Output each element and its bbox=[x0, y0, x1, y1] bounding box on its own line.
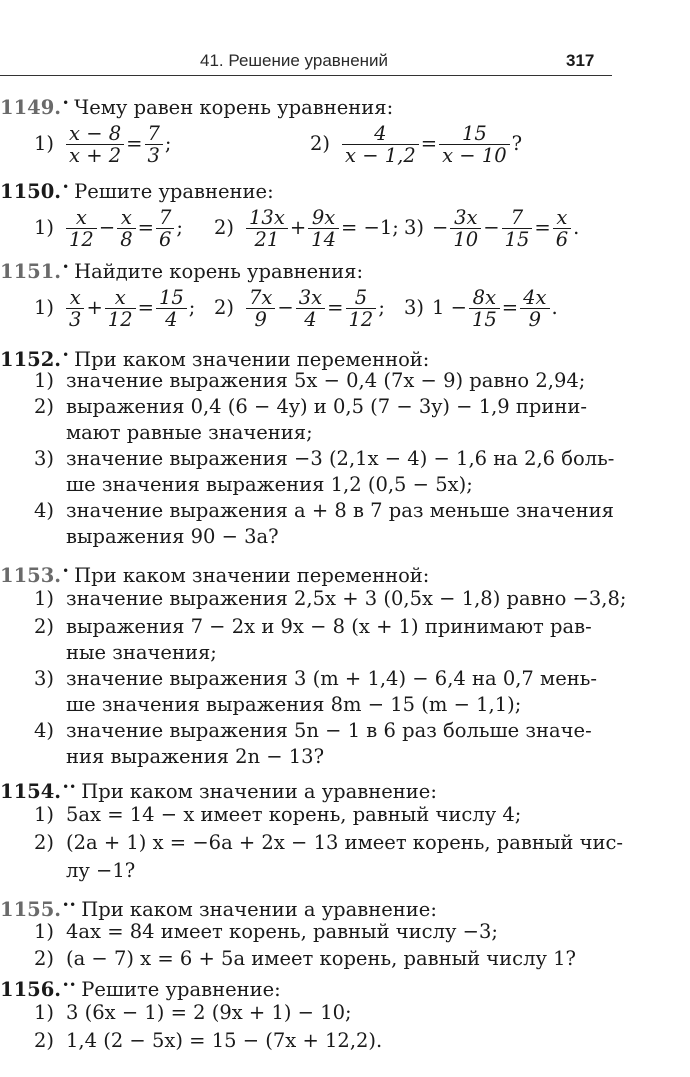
numerator: 3x bbox=[450, 207, 481, 229]
item-label: 2) bbox=[34, 1029, 55, 1052]
item-label: 2) bbox=[34, 615, 55, 638]
denominator: 3 bbox=[69, 307, 82, 331]
fraction bbox=[156, 207, 174, 250]
numerator: 7x bbox=[246, 287, 275, 309]
item-label: 2) bbox=[34, 395, 55, 418]
item-text-continued: ные значения; bbox=[66, 641, 217, 664]
item-text-continued: лу −1? bbox=[66, 859, 136, 882]
difficulty-marker: • bbox=[62, 180, 70, 194]
denominator: x − 10 bbox=[442, 143, 507, 167]
problem-number: 1153. bbox=[0, 564, 62, 587]
item-label: 1) bbox=[34, 1001, 55, 1024]
item-text: значение выражения 5x − 0,4 (7x − 9) равно 2,94; bbox=[66, 369, 586, 392]
numerator: x bbox=[105, 287, 136, 309]
item-text-continued: ния выражения 2n − 13? bbox=[66, 745, 325, 768]
item-text: значение выражения 5n − 1 в 6 раз больше значе- bbox=[66, 719, 592, 742]
problem-number: 1156. bbox=[0, 978, 62, 1001]
equation-item bbox=[404, 204, 579, 252]
operator: − bbox=[98, 216, 116, 239]
fraction bbox=[117, 207, 135, 250]
numerator: 7 bbox=[145, 123, 163, 145]
denominator: 12 bbox=[69, 227, 94, 251]
item-label: 2) bbox=[214, 216, 235, 239]
item-text: значение выражения a + 8 в 7 раз меньше значения bbox=[66, 499, 614, 522]
operator: + bbox=[289, 216, 307, 239]
fraction bbox=[342, 123, 419, 166]
punctuation: . bbox=[573, 216, 580, 239]
numerator: 4 bbox=[342, 123, 419, 145]
problem-number: 1155. bbox=[0, 898, 62, 921]
item-text: выражения 0,4 (6 − 4y) и 0,5 (7 − 3y) − 1,9 прини- bbox=[66, 395, 587, 418]
fraction bbox=[246, 207, 288, 250]
item-label: 3) bbox=[34, 667, 55, 690]
item-text: 1,4 (2 − 5x) = 15 − (7x + 12,2). bbox=[66, 1029, 383, 1052]
punctuation: ; bbox=[188, 296, 196, 319]
problem-number: 1154. bbox=[0, 780, 62, 803]
item-text: выражения 7 − 2x и 9x − 8 (x + 1) принимают рав- bbox=[66, 615, 592, 638]
numerator: 15 bbox=[156, 287, 187, 309]
item-label: 4) bbox=[34, 719, 55, 742]
page-number: 317 bbox=[566, 51, 595, 70]
numerator: x bbox=[66, 287, 84, 309]
numerator: x bbox=[66, 207, 97, 229]
operator: = bbox=[137, 296, 154, 319]
numerator: 9x bbox=[308, 207, 339, 229]
fraction bbox=[469, 287, 500, 330]
numerator: 5 bbox=[346, 287, 377, 309]
denominator: 14 bbox=[311, 227, 336, 251]
item-text-continued: ше значения выражения 1,2 (0,5 − 5x); bbox=[66, 473, 473, 496]
operator: 1 − bbox=[432, 296, 467, 319]
equation-item bbox=[310, 120, 522, 168]
item-label: 2) bbox=[34, 947, 55, 970]
problem-number: 1149. bbox=[0, 96, 62, 119]
fraction bbox=[439, 123, 510, 166]
fraction bbox=[145, 123, 163, 166]
equation-item bbox=[404, 284, 558, 332]
item-label: 3) bbox=[34, 447, 55, 470]
item-text: (2a + 1) x = −6a + 2x − 13 имеет корень, равный чис- bbox=[66, 831, 623, 854]
operator: = bbox=[420, 132, 438, 155]
item-text-continued: мают равные значения; bbox=[66, 421, 313, 444]
item-label: 2) bbox=[310, 132, 331, 155]
item-text: значение выражения 3 (m + 1,4) − 6,4 на 0,7 мень- bbox=[66, 667, 597, 690]
difficulty-marker: •• bbox=[62, 780, 77, 794]
header-divider bbox=[0, 75, 612, 76]
numerator: 15 bbox=[439, 123, 510, 145]
problem-prompt: Чему равен корень уравнения: bbox=[74, 96, 394, 119]
problem-prompt: Решите уравнение: bbox=[74, 180, 274, 203]
fraction bbox=[66, 207, 97, 250]
equation-item bbox=[34, 204, 183, 252]
item-text: значение выражения −3 (2,1x − 4) − 1,6 на 2,6 боль- bbox=[66, 447, 615, 470]
item-label: 1) bbox=[34, 216, 55, 239]
item-label: 1) bbox=[34, 369, 55, 392]
numerator: 13x bbox=[246, 207, 288, 229]
numerator: 4x bbox=[520, 287, 549, 309]
item-label: 4) bbox=[34, 499, 55, 522]
equation-item bbox=[34, 284, 195, 332]
item-label: 1) bbox=[34, 920, 55, 943]
item-text: 3 (6x − 1) = 2 (9x + 1) − 10; bbox=[66, 1001, 352, 1024]
operator: + bbox=[86, 296, 103, 319]
item-label: 1) bbox=[34, 132, 55, 155]
operator: − bbox=[432, 216, 449, 239]
denominator: 4 bbox=[304, 307, 317, 331]
numerator: x − 8 bbox=[66, 123, 124, 145]
numerator: 3x bbox=[296, 287, 325, 309]
item-text-continued: выражения 90 − 3a? bbox=[66, 525, 279, 548]
denominator: 8 bbox=[120, 227, 133, 251]
item-text: 5ax = 14 − x имеет корень, равный числу 4; bbox=[66, 803, 522, 826]
operator: − bbox=[483, 216, 500, 239]
denominator: 15 bbox=[471, 307, 497, 331]
numerator: 7 bbox=[502, 207, 533, 229]
difficulty-marker: • bbox=[62, 96, 70, 110]
denominator: 12 bbox=[107, 307, 133, 331]
equation-item bbox=[214, 284, 385, 332]
fraction bbox=[156, 287, 187, 330]
running-title: 41. Решение уравнений bbox=[200, 51, 389, 70]
denominator: 15 bbox=[504, 227, 530, 251]
difficulty-marker: •• bbox=[62, 898, 77, 912]
denominator: 6 bbox=[555, 227, 569, 251]
denominator: 3 bbox=[147, 143, 160, 167]
fraction bbox=[520, 287, 549, 330]
item-text-continued: ше значения выражения 8m − 15 (m − 1,1); bbox=[66, 693, 522, 716]
problem-prompt: При каком значении переменной: bbox=[74, 564, 430, 587]
denominator: 6 bbox=[158, 227, 172, 251]
denominator: x − 1,2 bbox=[345, 143, 416, 167]
fraction bbox=[105, 287, 136, 330]
problem-prompt: При каком значении переменной: bbox=[74, 348, 430, 371]
operator: = bbox=[327, 296, 344, 319]
fraction bbox=[308, 207, 339, 250]
fraction bbox=[66, 287, 84, 330]
item-text: значение выражения 2,5x + 3 (0,5x − 1,8) равно −3,8; bbox=[66, 587, 627, 610]
problem-prompt: Найдите корень уравнения: bbox=[74, 260, 364, 283]
fraction bbox=[553, 207, 571, 250]
operator: = bbox=[126, 132, 143, 155]
right-hand-side: = −1; bbox=[341, 216, 399, 239]
numerator: 8x bbox=[469, 287, 500, 309]
problem-prompt: Решите уравнение: bbox=[81, 978, 281, 1001]
problem-number: 1152. bbox=[0, 348, 62, 371]
numerator: x bbox=[553, 207, 571, 229]
problem-prompt: При каком значении a уравнение: bbox=[81, 898, 437, 921]
punctuation: . bbox=[551, 296, 558, 319]
punctuation: ? bbox=[511, 132, 523, 155]
denominator: 21 bbox=[254, 227, 280, 251]
item-text: (a − 7) x = 6 + 5a имеет корень, равный числу 1? bbox=[66, 947, 577, 970]
difficulty-marker: •• bbox=[62, 978, 77, 992]
item-text: 4ax = 84 имеет корень, равный числу −3; bbox=[66, 920, 498, 943]
operator: − bbox=[277, 296, 294, 319]
denominator: 4 bbox=[165, 307, 178, 331]
fraction bbox=[66, 123, 124, 166]
item-label: 2) bbox=[214, 296, 235, 319]
problem-number: 1150. bbox=[0, 180, 62, 203]
problem-number: 1151. bbox=[0, 260, 62, 283]
operator: = bbox=[501, 296, 519, 319]
fraction bbox=[296, 287, 325, 330]
item-label: 1) bbox=[34, 587, 55, 610]
item-label: 1) bbox=[34, 296, 55, 319]
equation-item bbox=[34, 120, 172, 168]
punctuation: ; bbox=[164, 132, 172, 155]
item-label: 3) bbox=[404, 216, 425, 239]
numerator: 7 bbox=[156, 207, 174, 229]
punctuation: ; bbox=[378, 296, 385, 319]
fraction bbox=[502, 207, 533, 250]
numerator: x bbox=[117, 207, 135, 229]
item-label: 3) bbox=[404, 296, 425, 319]
operator: = bbox=[137, 216, 154, 239]
equation-item bbox=[214, 204, 399, 252]
fraction bbox=[450, 207, 481, 250]
fraction bbox=[246, 287, 275, 330]
difficulty-marker: • bbox=[62, 260, 70, 274]
problem-prompt: При каком значении a уравнение: bbox=[81, 780, 437, 803]
difficulty-marker: • bbox=[62, 564, 70, 578]
operator: = bbox=[534, 216, 551, 239]
denominator: 12 bbox=[348, 307, 374, 331]
fraction bbox=[346, 287, 377, 330]
denominator: 9 bbox=[528, 307, 542, 331]
denominator: 10 bbox=[453, 227, 479, 251]
denominator: 9 bbox=[254, 307, 267, 331]
punctuation: ; bbox=[176, 216, 183, 239]
page-header bbox=[0, 48, 690, 74]
item-label: 1) bbox=[34, 803, 55, 826]
denominator: x + 2 bbox=[69, 143, 122, 167]
difficulty-marker: • bbox=[62, 348, 70, 362]
item-label: 2) bbox=[34, 831, 55, 854]
